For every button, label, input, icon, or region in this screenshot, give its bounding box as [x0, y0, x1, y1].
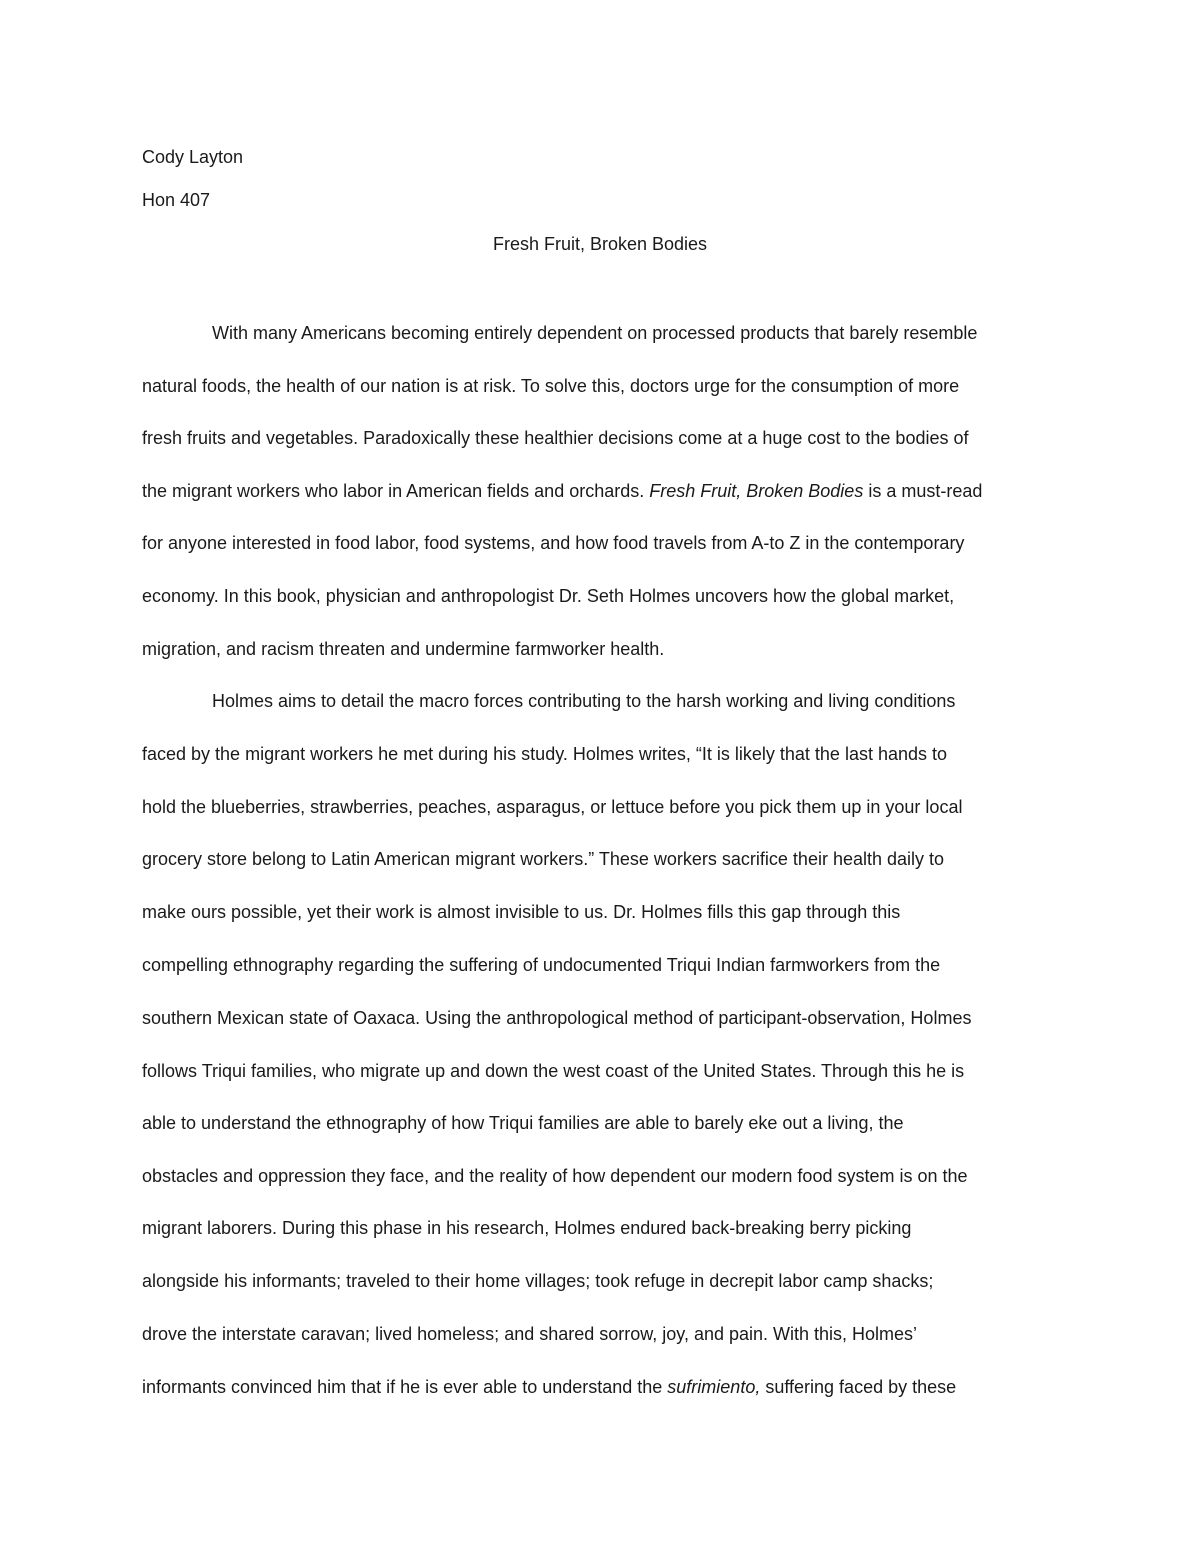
paragraph-line: faced by the migrant workers he met during his study. Holmes writes, “It is likely that the last hands to	[142, 744, 948, 764]
author-name: Cody Layton	[142, 147, 244, 167]
paragraph-line: fresh fruits and vegetables. Paradoxically these healthier decisions come at a huge cost to the bodies of	[142, 428, 969, 448]
course-number: Hon 407	[142, 190, 211, 210]
paragraph-line	[142, 480, 982, 502]
line-text: is a must-read	[863, 481, 983, 501]
essay-title: Fresh Fruit, Broken Bodies	[492, 234, 708, 254]
paragraph-line: compelling ethnography regarding the suffering of undocumented Triqui Indian farmworkers from the	[142, 955, 941, 975]
sufrimiento-italic: sufrimiento,	[667, 1377, 761, 1397]
paragraph-line: migrant laborers. During this phase in his research, Holmes endured back-breaking berry picking	[142, 1218, 912, 1238]
line-text: the migrant workers who labor in American fields and orchards.	[142, 481, 650, 501]
line-text: suffering faced by these	[760, 1377, 957, 1397]
paragraph-line: make ours possible, yet their work is almost invisible to us. Dr. Holmes fills this gap through this	[142, 902, 901, 922]
paragraph-line: for anyone interested in food labor, food systems, and how food travels from A-to Z in the contemporary	[142, 533, 965, 553]
line-text: informants convinced him that if he is ever able to understand the	[142, 1377, 668, 1397]
paragraph-line: southern Mexican state of Oaxaca. Using the anthropological method of participant-observation, Holmes	[142, 1008, 972, 1028]
paragraph-line: follows Triqui families, who migrate up and down the west coast of the United States. Through this he is	[142, 1061, 965, 1081]
paragraph-line: hold the blueberries, strawberries, peaches, asparagus, or lettuce before you pick them up in your local	[142, 797, 963, 817]
paragraph-line: grocery store belong to Latin American migrant workers.” These workers sacrifice their health daily to	[142, 849, 945, 869]
paragraph-line	[142, 1376, 956, 1398]
paragraph-line: drove the interstate caravan; lived homeless; and shared sorrow, joy, and pain. With this, Holmes’	[142, 1324, 918, 1344]
paragraph-line: alongside his informants; traveled to their home villages; took refuge in decrepit labor camp shacks;	[142, 1271, 934, 1291]
paragraph-line: natural foods, the health of our nation is at risk. To solve this, doctors urge for the consumption of more	[142, 376, 960, 396]
paragraph-line: able to understand the ethnography of how Triqui families are able to barely eke out a living, the	[142, 1113, 904, 1133]
paragraph-line: Holmes aims to detail the macro forces contributing to the harsh working and living conditions	[212, 691, 956, 711]
paragraph-line: With many Americans becoming entirely dependent on processed products that barely resemble	[212, 323, 978, 343]
paragraph-line: economy. In this book, physician and anthropologist Dr. Seth Holmes uncovers how the global market,	[142, 586, 955, 606]
book-title-italic: Fresh Fruit, Broken Bodies	[649, 481, 864, 501]
paragraph-line: migration, and racism threaten and undermine farmworker health.	[142, 639, 665, 659]
paragraph-line: obstacles and oppression they face, and the reality of how dependent our modern food system is on the	[142, 1166, 968, 1186]
